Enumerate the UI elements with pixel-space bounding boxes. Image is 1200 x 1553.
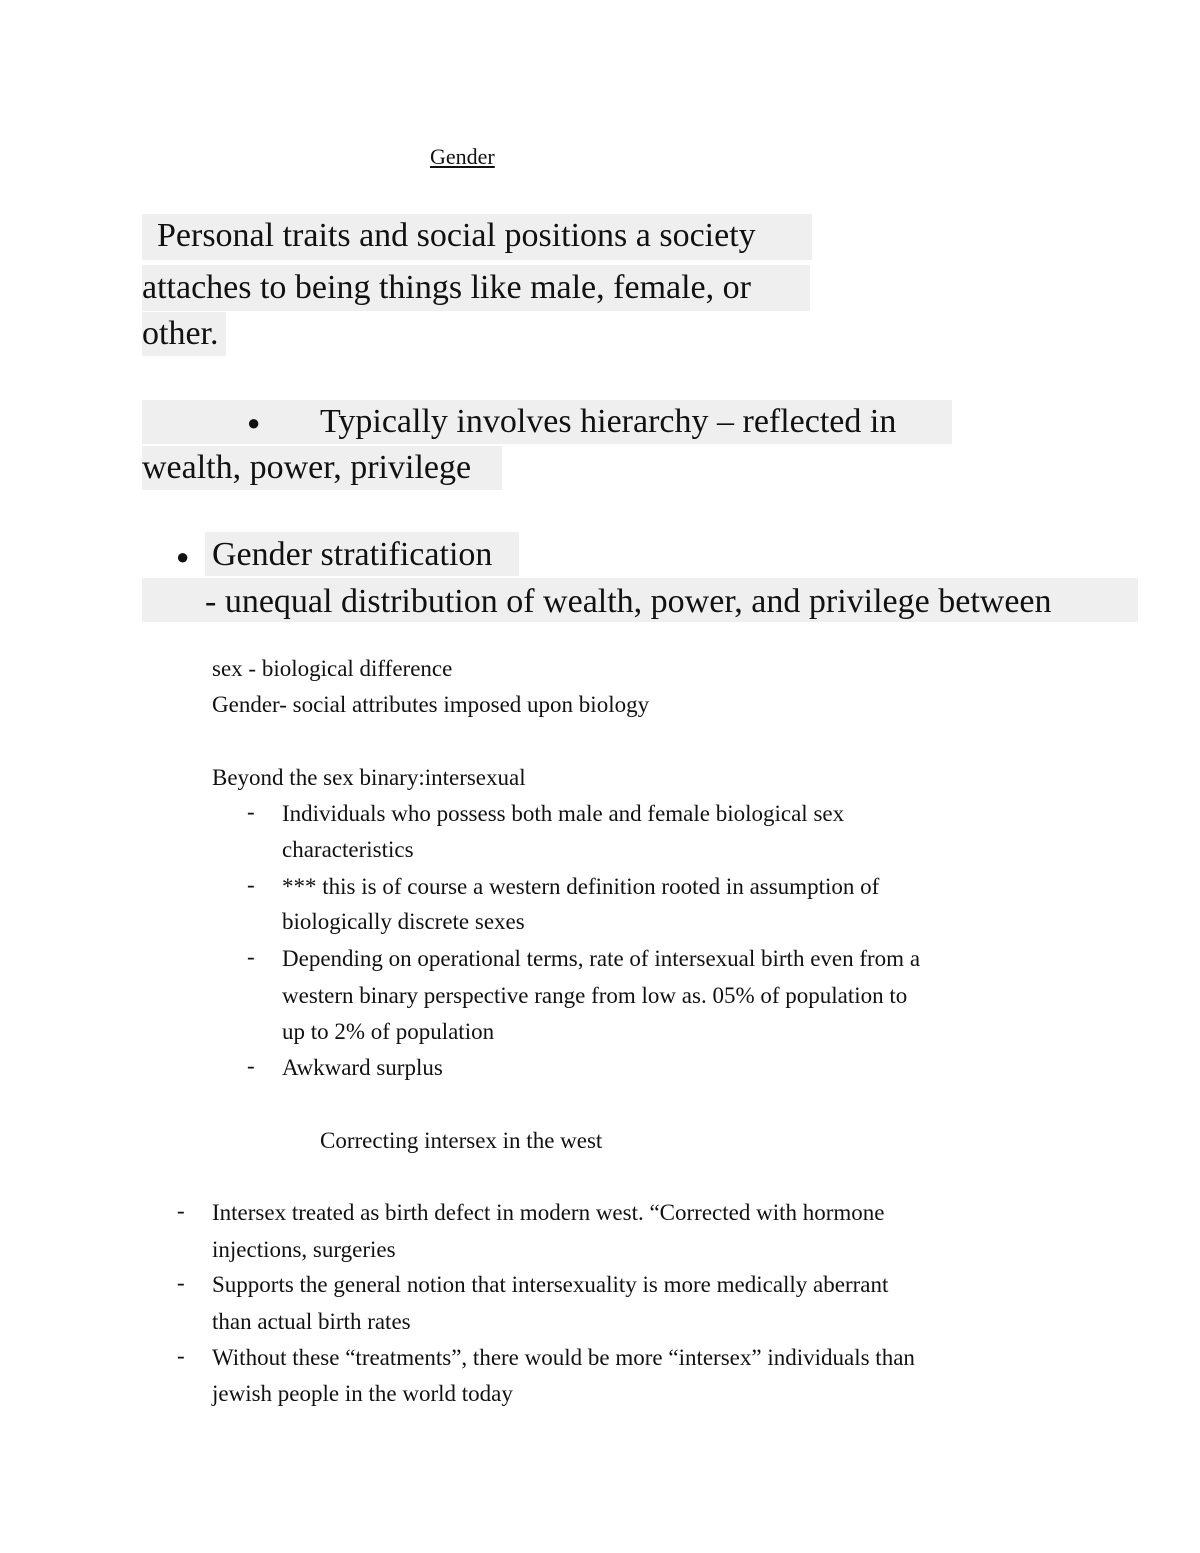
correcting-point-3-line-2: jewish people in the world today [212, 1381, 513, 1406]
stratification-term: Gender stratification [212, 536, 493, 573]
bullet-icon: ● [176, 544, 190, 569]
intersex-point-2-line-1: *** this is of course a western definition rooted in assumption of [282, 874, 880, 899]
dash-bullet: - [247, 872, 255, 897]
correcting-point-2-line-1: Supports the general notion that intersexuality is more medically aberrant [212, 1272, 889, 1297]
dash-bullet: - [177, 1198, 185, 1223]
intersex-point-1-line-2: characteristics [282, 837, 414, 862]
bullet-icon: ● [247, 410, 261, 435]
dash-bullet: - [177, 1270, 185, 1295]
intersex-point-3-line-2: western binary perspective range from low as. 05% of population to [282, 983, 908, 1008]
definition-line-1: Personal traits and social positions a society [157, 217, 756, 254]
dash-bullet: - [177, 1343, 185, 1368]
correcting-point-1-line-2: injections, surgeries [212, 1237, 396, 1262]
sex-definition: sex - biological difference [212, 656, 453, 681]
correcting-point-3-line-1: Without these “treatments”, there would be more “intersex” individuals than [212, 1345, 915, 1370]
stratification-definition: - unequal distribution of wealth, power, and privilege between [205, 583, 1052, 620]
correcting-heading: Correcting intersex in the west [320, 1128, 603, 1153]
hierarchy-line-2: wealth, power, privilege [142, 449, 472, 486]
intersex-point-1-line-1: Individuals who possess both male and female biological sex [282, 801, 845, 826]
dash-bullet: - [247, 799, 255, 824]
intersex-point-3-line-1: Depending on operational terms, rate of intersexual birth even from a [282, 946, 921, 971]
correcting-point-2-line-2: than actual birth rates [212, 1309, 411, 1334]
definition-line-2: attaches to being things like male, female, or [142, 269, 751, 306]
beyond-heading: Beyond the sex binary:intersexual [212, 765, 526, 790]
definition-line-3: other. [142, 315, 219, 352]
dash-bullet: - [247, 944, 255, 969]
dash-bullet: - [247, 1053, 255, 1078]
page-title: Gender [430, 144, 495, 169]
hierarchy-line-1: Typically involves hierarchy – reflected in [320, 403, 897, 440]
gender-definition: Gender- social attributes imposed upon biology [212, 692, 650, 717]
correcting-point-1-line-1: Intersex treated as birth defect in modern west. “Corrected with hormone [212, 1200, 885, 1225]
intersex-point-4-line-1: Awkward surplus [282, 1055, 443, 1080]
intersex-point-3-line-3: up to 2% of population [282, 1019, 495, 1044]
intersex-point-2-line-2: biologically discrete sexes [282, 909, 525, 934]
